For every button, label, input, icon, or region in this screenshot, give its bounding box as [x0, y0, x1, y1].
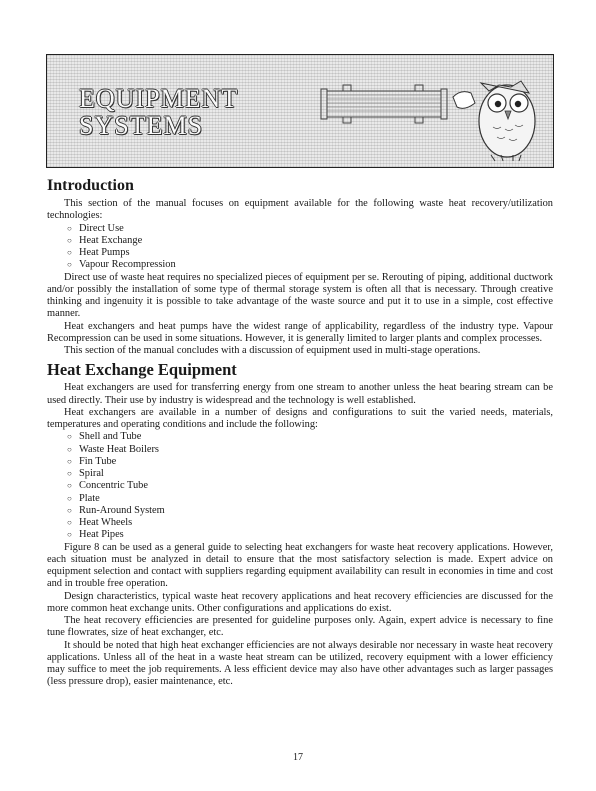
list-item: ○ Heat Pumps — [67, 247, 130, 258]
heading-introduction: Introduction — [47, 177, 134, 194]
page-content — [47, 176, 553, 689]
bullet-icon: ○ — [67, 518, 72, 527]
hx-paragraph-4: Design characteristics, typical waste heat recovery applications and heat recovery efficiencies are discussed for the more common heat exchange units. Other configurations and applications do exist. — [47, 590, 553, 614]
page-number: 17 — [293, 752, 303, 763]
intro-paragraph-4: This section of the manual concludes with a discussion of equipment used in multi-stage operations. — [64, 345, 481, 356]
section-banner — [46, 54, 554, 168]
hx-paragraph-5: The heat recovery efficiencies are presented for guideline purposes only. Again, expert advice is necessary to fine tune flowrates, size of heat exchanger, etc. — [47, 615, 553, 639]
heat-exchanger-icon — [319, 77, 449, 137]
bullet-icon: ○ — [67, 248, 72, 257]
list-item: ○ Vapour Recompression — [67, 259, 176, 271]
intro-paragraph-2: Direct use of waste heat requires no specialized pieces of equipment per se. Rerouting of piping, additional ductwork and/or possibly the installation of some type of thermal storage system is often all that is necessary. Through creative thinking and ingenuity it is possible to take advantage of the waste source and put it to use in a simple, cost effective manner. — [47, 271, 553, 320]
technology-list — [47, 223, 553, 272]
list-item: ○ Shell and Tube — [67, 431, 142, 443]
heading-heat-exchange-equipment: Heat Exchange Equipment — [47, 360, 237, 380]
bullet-icon: ○ — [67, 481, 72, 491]
owl-mascot-icon — [449, 63, 545, 163]
hx-paragraph-3: Figure 8 can be used as a general guide to selecting heat exchangers for waste heat recovery applications. However, each situation must be analyzed in detail to ensure that the most satisfactory selection is made. Expert advice on equipment selection and contact with suppliers regarding equipment availability can result in economies in time and cost and in trouble free operation. — [47, 541, 553, 590]
hx-paragraph-2: Heat exchangers are available in a number of designs and configurations to suit the varied needs, materials, temperatures and operating conditions and include the following: — [47, 406, 553, 430]
bullet-icon: ○ — [67, 469, 72, 478]
banner-title — [79, 85, 238, 139]
intro-paragraph-1: This section of the manual focuses on equipment available for the following waste heat recovery/utilization technologies: — [47, 198, 553, 222]
list-item: ○ Heat Exchange — [67, 234, 143, 246]
list-item: ○ Run-Around System — [67, 504, 165, 516]
list-item: ○ Heat Pipes — [67, 529, 124, 541]
bullet-icon: ○ — [67, 235, 72, 245]
bullet-icon: ○ — [67, 530, 72, 540]
bullet-icon: ○ — [67, 432, 72, 442]
heat-exchanger-type-list — [47, 431, 553, 541]
bullet-icon: ○ — [67, 505, 72, 515]
banner-title-line-1: EQUIPMENT — [79, 84, 239, 113]
bullet-icon: ○ — [67, 260, 72, 270]
list-item: ○ Concentric Tube — [67, 480, 148, 492]
bullet-icon: ○ — [67, 456, 72, 466]
list-item: ○ Fin Tube — [67, 455, 117, 467]
list-item: ○ Plate — [67, 492, 100, 504]
list-item: ○ Spiral — [67, 468, 104, 479]
list-item: ○ Heat Wheels — [67, 517, 133, 528]
bullet-icon: ○ — [67, 444, 72, 454]
intro-paragraph-3: Heat exchangers and heat pumps have the widest range of applicability, regardless of the industry type. Vapour Recompression can be used in some situations. However, it is generally limited to larger plants and complex processes. — [47, 320, 553, 344]
list-item: ○ Direct Use — [67, 222, 124, 234]
hx-paragraph-1: Heat exchangers are used for transferring energy from one stream to another unless the heat bearing stream can be used directly. Their use by industry is widespread and the technology is well established. — [47, 382, 553, 406]
hx-paragraph-6: It should be noted that high heat exchanger efficiencies are not always desirable nor necessary in waste heat recovery applications. Unless all of the heat in a waste heat stream can be utilized, recovery equipment with a lower efficiency may suffice to meet the job requirements. A less efficient device may also have other advantages such as larger passages (less pressure drop), easier maintenance, etc. — [47, 639, 553, 688]
bullet-icon: ○ — [67, 223, 72, 233]
list-item: ○ Waste Heat Boilers — [67, 443, 159, 455]
banner-title-line-2: SYSTEMS — [79, 111, 204, 140]
bullet-icon: ○ — [67, 493, 72, 503]
